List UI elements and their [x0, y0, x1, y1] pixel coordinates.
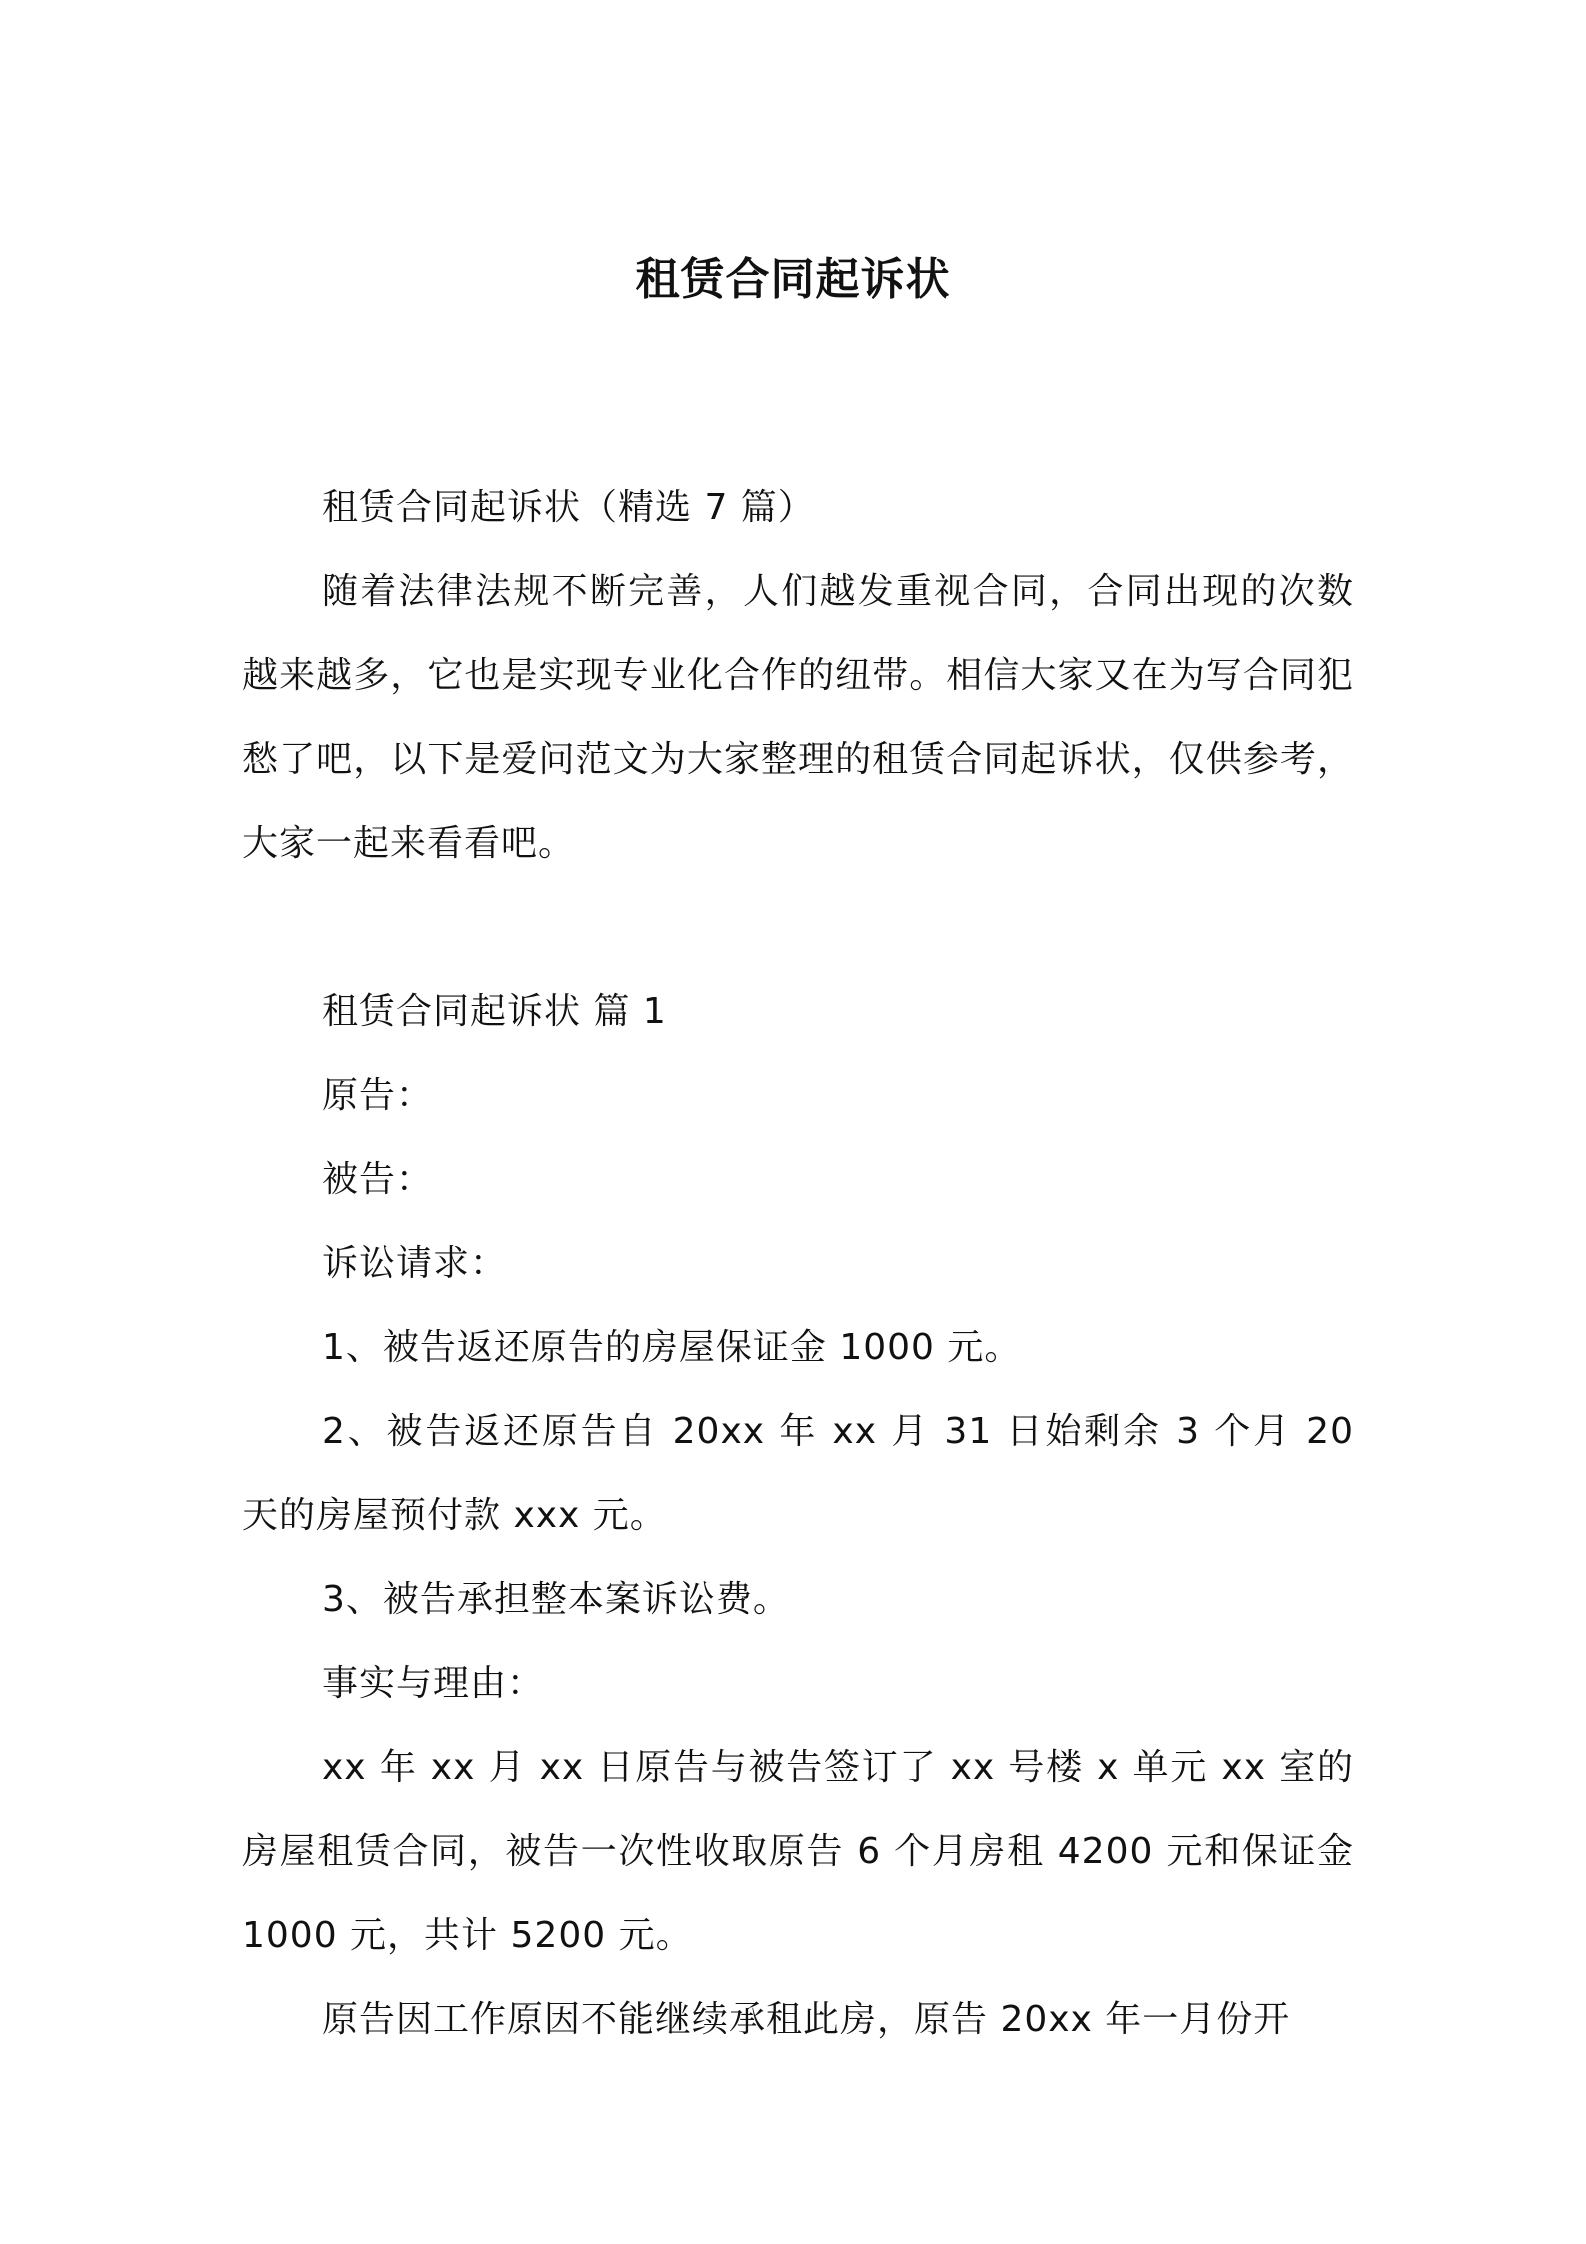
- document-title: 租赁合同起诉状: [635, 254, 951, 305]
- section-heading: 租赁合同起诉状 篇 1: [322, 991, 667, 1032]
- paragraph-claims-heading: 诉讼请求：: [322, 1243, 508, 1284]
- paragraph-facts-1: xx 年 xx 月 xx 日原告与被告签订了 xx 号楼 x 单元 xx 室的房屋租赁合同，被告一次性收取原告 6 个月房租 4200 元和保证金 1000 元，共计 5200 元。: [242, 1747, 1354, 1956]
- paragraph-facts-2: 原告因工作原因不能继续承租此房，原告 20xx 年一月份开: [322, 1999, 1291, 2040]
- paragraph-defendant: 被告：: [322, 1159, 434, 1200]
- document-body: [242, 466, 1354, 2062]
- section-spacer: [242, 886, 1354, 970]
- paragraph-collection-title: 租赁合同起诉状（精选 7 篇）: [322, 487, 815, 528]
- paragraph-claim-3: 3、被告承担整本案诉讼费。: [322, 1579, 790, 1620]
- paragraph-facts-heading: 事实与理由：: [322, 1663, 545, 1704]
- paragraph-intro: 随着法律法规不断完善，人们越发重视合同，合同出现的次数越来越多，它也是实现专业化合作的纽带。相信大家又在为写合同犯愁了吧，以下是爱问范文为大家整理的租赁合同起诉状，仅供参考，大家一起来看看吧。: [242, 571, 1354, 864]
- paragraph-claim-2: 2、被告返还原告自 20xx 年 xx 月 31 日始剩余 3 个月 20 天的房屋预付款 xxx 元。: [242, 1411, 1354, 1536]
- paragraph-plaintiff: 原告：: [322, 1075, 434, 1116]
- paragraph-claim-1: 1、被告返还原告的房屋保证金 1000 元。: [322, 1327, 1022, 1368]
